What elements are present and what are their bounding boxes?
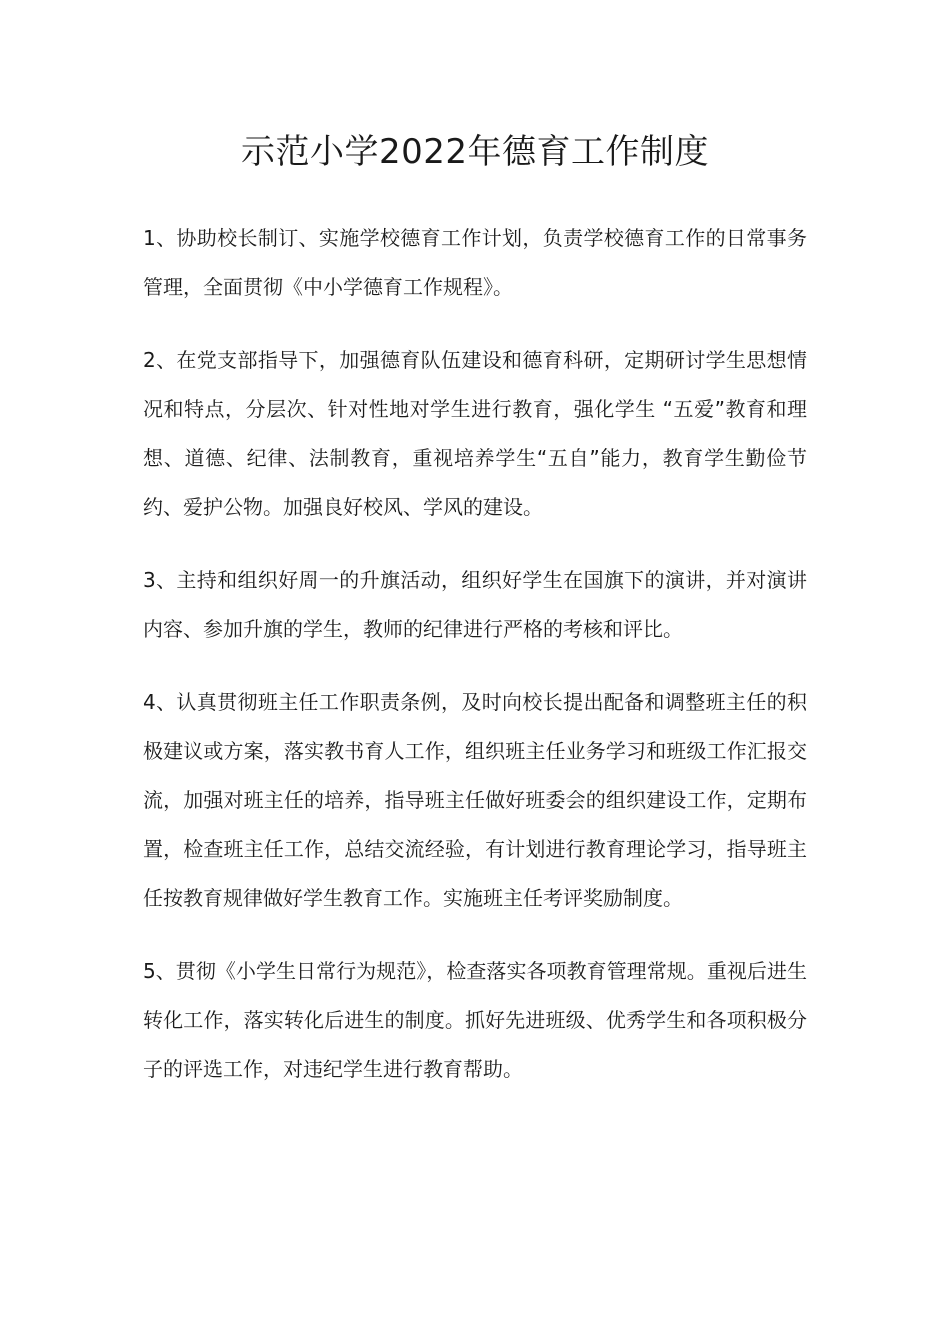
document-title: 示范小学2022年德育工作制度 <box>240 132 710 172</box>
clause-4: 4、认真贯彻班主任工作职责条例，及时向校长提出配备和调整班主任的积极建议或方案，落实教书育人工作，组织班主任业务学习和班级工作汇报交流，加强对班主任的培养，指导班主任做好班委会的组织建设工作，定期布置，检查班主任工作，总结交流经验，有计划进行教育理论学习，指导班主任按教育规律做好学生教育工作。实施班主任考评奖励制度。 <box>143 690 807 910</box>
clause-3: 3、主持和组织好周一的升旗活动，组织好学生在国旗下的演讲，并对演讲内容、参加升旗的学生，教师的纪律进行严格的考核和评比。 <box>143 568 807 641</box>
clause-1: 1、协助校长制订、实施学校德育工作计划，负责学校德育工作的日常事务管理，全面贯彻《中小学德育工作规程》。 <box>143 226 807 299</box>
clause-2: 2、在党支部指导下，加强德育队伍建设和德育科研，定期研讨学生思想情况和特点，分层次、针对性地对学生进行教育，强化学生 “五爱”教育和理想、道德、纪律、法制教育，重视培养学生“五自”能力，教育学生勤俭节约、爱护公物。加强良好校风、学风的建设。 <box>143 348 807 519</box>
clause-5: 5、贯彻《小学生日常行为规范》，检查落实各项教育管理常规。重视后进生转化工作，落实转化后进生的制度。抓好先进班级、优秀学生和各项积极分子的评选工作，对违纪学生进行教育帮助。 <box>143 959 807 1081</box>
